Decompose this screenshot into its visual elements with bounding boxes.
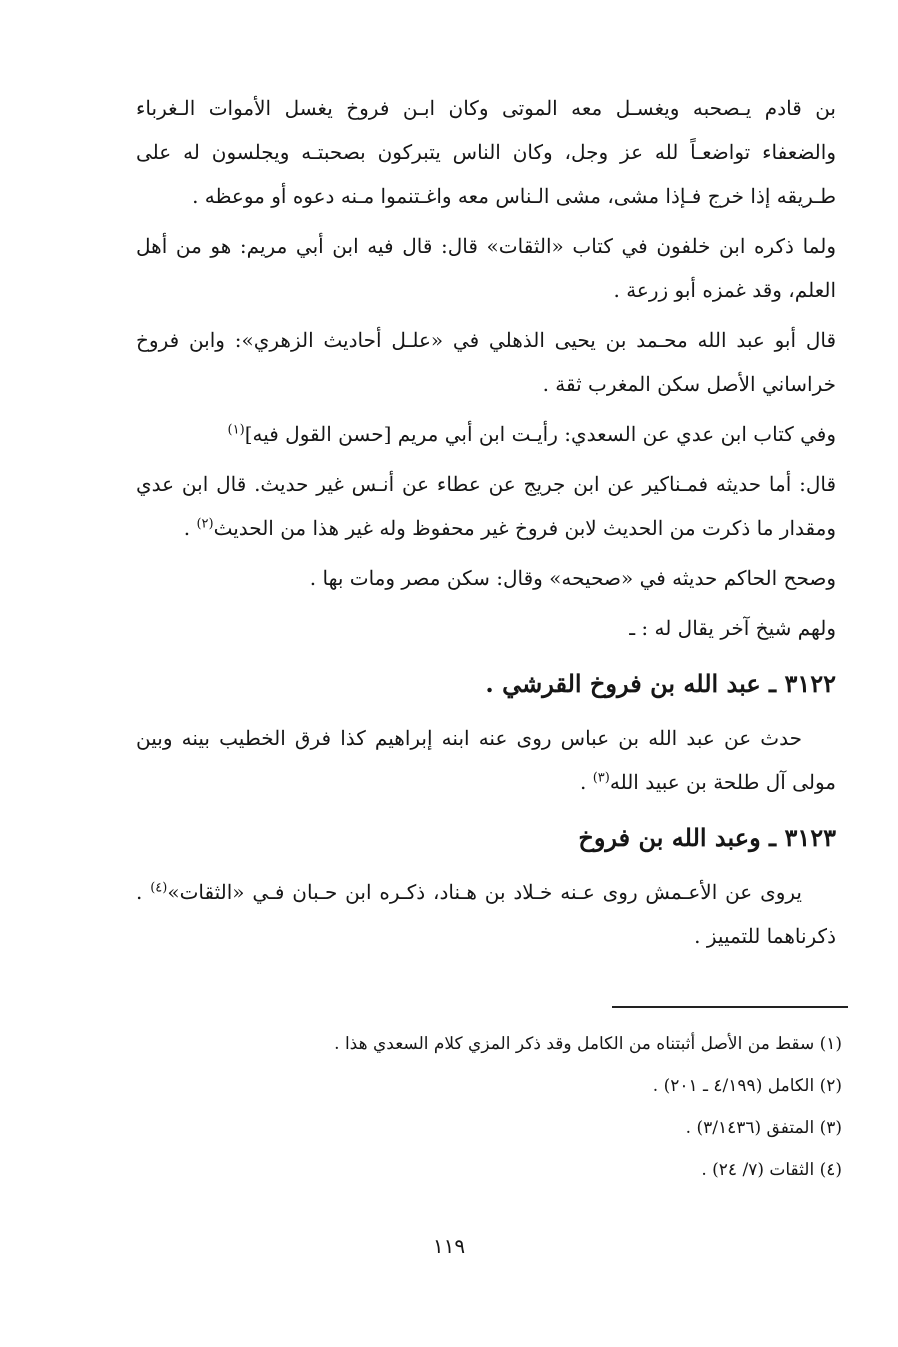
main-text bbox=[136, 86, 836, 964]
paragraph: بن قادم يـصحبه ويغسـل معه الموتى وكان ابـن فروخ يغسل الأموات الـغرباء والضعفاء تواضعـاً لله عز وجل، وكان الناس يتبركون بصحبتـه ويجلسون له على طـريقه إذا خرج فـإذا مشى، مشى الـناس معه واغـتنموا مـنه دعوه أو موعظه . bbox=[136, 96, 837, 208]
footnote-2: (٢) الكامل (٤/١٩٩ ـ ٢٠١) . bbox=[652, 1076, 842, 1096]
footnote-ref-4: (٤) bbox=[150, 880, 168, 896]
page-number: ١١٩ bbox=[432, 1234, 466, 1258]
footnote-ref-3: (٣) bbox=[592, 770, 610, 786]
footnote-4: (٤) الثقات (٧/ ٢٤) . bbox=[701, 1160, 842, 1180]
paragraph-text: قال: أما حديثه فمـناكير عن ابن جريج عن عطاء عن أنـس غير حديث. قال ابن عدي ومقدار ما ذكرت من الحديث لابن فروخ غير محفوظ وله غير هذا من الحديث bbox=[136, 472, 836, 540]
paragraph: ولهم شيخ آخر يقال له : ـ bbox=[629, 616, 836, 640]
entry-heading-3123: ٣١٢٣ ـ وعبد الله بن فروخ bbox=[578, 823, 836, 852]
footnote-3: (٣) المتفق (٣/١٤٣٦) . bbox=[685, 1118, 842, 1138]
paragraph-text: . ذكرناهما للتمييز . bbox=[136, 880, 836, 948]
paragraph: ولما ذكره ابن خلفون في كتاب «الثقات» قال: قال فيه ابن أبي مريم: هو من أهل العلم، وقد غمزه أبو زرعة . bbox=[136, 234, 836, 302]
paragraph-with-footnote bbox=[136, 412, 836, 456]
entry-heading-3122: ٣١٢٢ ـ عبد الله بن فروخ القرشي . bbox=[485, 669, 836, 698]
footnote-divider bbox=[612, 1006, 848, 1008]
footnote-ref-1: (١) bbox=[227, 422, 245, 438]
footnote-ref-2: (٢) bbox=[196, 516, 214, 532]
paragraph: وصحح الحاكم حديثه في «صحيحه» وقال: سكن مصر ومات بها . bbox=[309, 566, 836, 590]
period: . bbox=[183, 516, 197, 540]
paragraph-text: وفي كتاب ابن عدي عن السعدي: رأيـت ابن أبي مريم [حسن القول فيه] bbox=[244, 422, 836, 446]
paragraph-with-footnote bbox=[136, 462, 836, 550]
period: . bbox=[579, 770, 593, 794]
paragraph-text: يروى عن الأعـمش روى عـنه خـلاد بن هـناد، ذكـره ابن حـبان فـي «الثقات» bbox=[167, 880, 802, 904]
paragraph: قال أبو عبد الله محـمد بن يحيى الذهلي في «علـل أحاديث الزهري»: وابن فروخ خراساني الأصل سكن المغرب ثقة . bbox=[136, 328, 836, 396]
footnotes bbox=[142, 1024, 842, 1192]
entry-text-3123 bbox=[136, 870, 836, 958]
footnote-1: (١) سقط من الأصل أثبتناه من الكامل وقد ذكر المزي كلام السعدي هذا . bbox=[334, 1034, 842, 1054]
paragraph-text: حدث عن عبد الله بن عباس روى عنه ابنه إبراهيم كذا فرق الخطيب بينه وبين مولى آل طلحة بن عبيد الله bbox=[136, 726, 836, 794]
entry-text-3122 bbox=[136, 716, 836, 804]
